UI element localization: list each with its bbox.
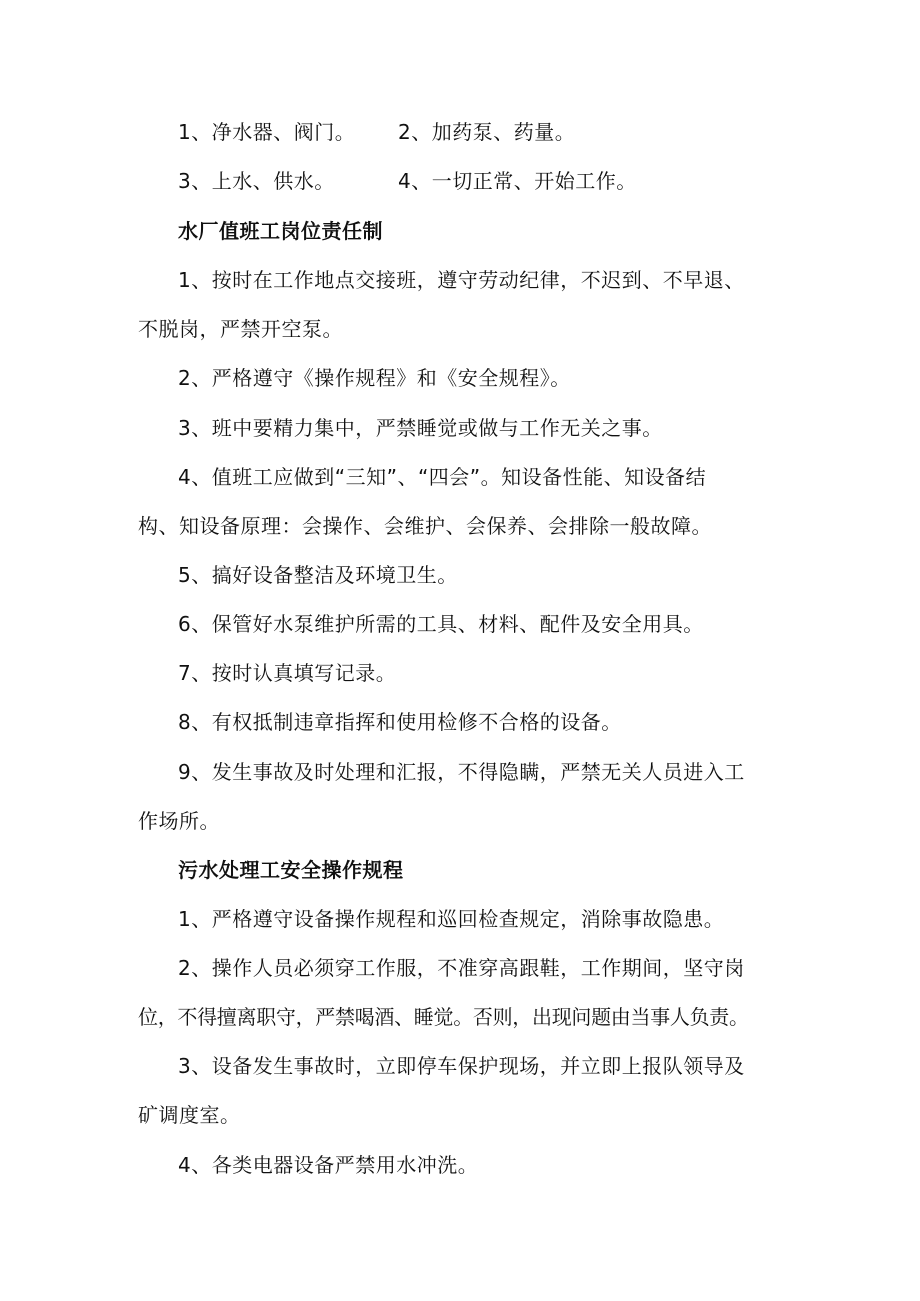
section1-item-9-line1: 9、发生事故及时处理和汇报，不得隐瞒，严禁无关人员进入工 [178,760,745,784]
section1-item-1-line2: 不脱岗，严禁开空泵。 [138,317,343,341]
section1-item-5: 5、搞好设备整洁及环境卫生。 [178,563,458,587]
section2-item-4: 4、各类电器设备严禁用水冲洗。 [178,1153,479,1177]
section2-item-3-line2: 矿调度室。 [138,1103,241,1127]
section1-item-9-line2: 作场所。 [138,809,220,833]
section1-item-1-line1: 1、按时在工作地点交接班，遵守劳动纪律，不迟到、不早退、 [178,268,745,292]
section2-item-2-line2: 位，不得擅离职守，严禁喝酒、睡觉。否则，出现问题由当事人负责。 [138,1005,749,1029]
intro-step-4: 4、一切正常、开始工作。 [398,169,637,193]
section1-item-6: 6、保管好水泵维护所需的工具、材料、配件及安全用具。 [178,612,704,636]
intro-row-1 [178,118,575,146]
section2-item-2-line1: 2、操作人员必须穿工作服，不准穿高跟鞋，工作期间，坚守岗 [178,956,745,980]
section1-item-3: 3、班中要精力集中，严禁睡觉或做与工作无关之事。 [178,416,663,440]
intro-step-3: 3、上水、供水。 [178,169,335,193]
intro-step-1: 1、净水器、阀门。 [178,120,356,144]
section1-title: 水厂值班工岗位责任制 [178,219,383,243]
section2-item-3-line1: 3、设备发生事故时，立即停车保护现场，并立即上报队领导及 [178,1054,745,1078]
section1-item-4-line1: 4、值班工应做到“三知”、“四会”。知设备性能、知设备结 [178,465,707,489]
section1-item-2: 2、严格遵守《操作规程》和《安全规程》。 [178,366,571,390]
section1-item-8: 8、有权抵制违章指挥和使用检修不合格的设备。 [178,710,622,734]
intro-row-2 [178,167,637,195]
section2-title: 污水处理工安全操作规程 [178,858,404,882]
section1-item-4-line2: 构、知设备原理：会操作、会维护、会保养、会排除一般故障。 [138,514,712,538]
intro-step-2: 2、加药泵、药量。 [398,120,576,144]
section1-item-7: 7、按时认真填写记录。 [178,661,397,685]
section2-item-1: 1、严格遵守设备操作规程和巡回检查规定，消除事故隐患。 [178,907,725,931]
